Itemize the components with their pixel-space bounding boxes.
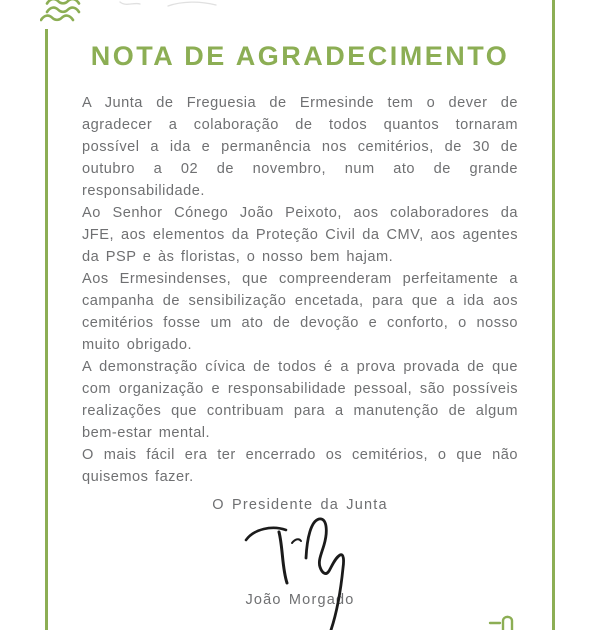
right-green-border-line bbox=[552, 0, 555, 630]
body-paragraph: Aos Ermesindenses, que compreenderam perfeitamente a campanha de sensibilização encetada, para que a ida aos cemitérios fosse um ato de devoção e conforto, o nosso muito obrigado. bbox=[82, 271, 518, 353]
signature-scribble-icon bbox=[230, 512, 370, 630]
signer-name: João Morgado bbox=[245, 592, 355, 608]
waves-icon bbox=[40, 0, 86, 24]
body-text-block bbox=[82, 92, 518, 488]
left-green-border-line bbox=[45, 29, 48, 630]
body-paragraph: O mais fácil era ter encerrado os cemitérios, o que não quisemos fazer. bbox=[82, 447, 518, 485]
page-title: NOTA DE AGRADECIMENTO bbox=[90, 41, 510, 71]
body-paragraph: Ao Senhor Cónego João Peixoto, aos colaboradores da JFE, aos elementos da Proteção Civil da CMV, aos agentes da PSP e às floristas, o nosso bem hajam. bbox=[82, 205, 518, 265]
corner-letters-fragment-icon bbox=[488, 613, 520, 630]
logo-script-fragment-icon bbox=[108, 0, 223, 10]
closing-role-line: O Presidente da Junta bbox=[212, 497, 388, 513]
body-paragraph: A demonstração cívica de todos é a prova provada de que com organização e responsabilidade pessoal, são possíveis realizações que contribuam para a manutenção de algum bem-estar mental. bbox=[82, 359, 518, 441]
body-paragraph: A Junta de Freguesia de Ermesinde tem o dever de agradecer a colaboração de todos quantos tornaram possível a ida e permanência nos cemitérios, de 30 de outubro a 02 de novembro, num ato de grande responsabilidade. bbox=[82, 95, 518, 199]
